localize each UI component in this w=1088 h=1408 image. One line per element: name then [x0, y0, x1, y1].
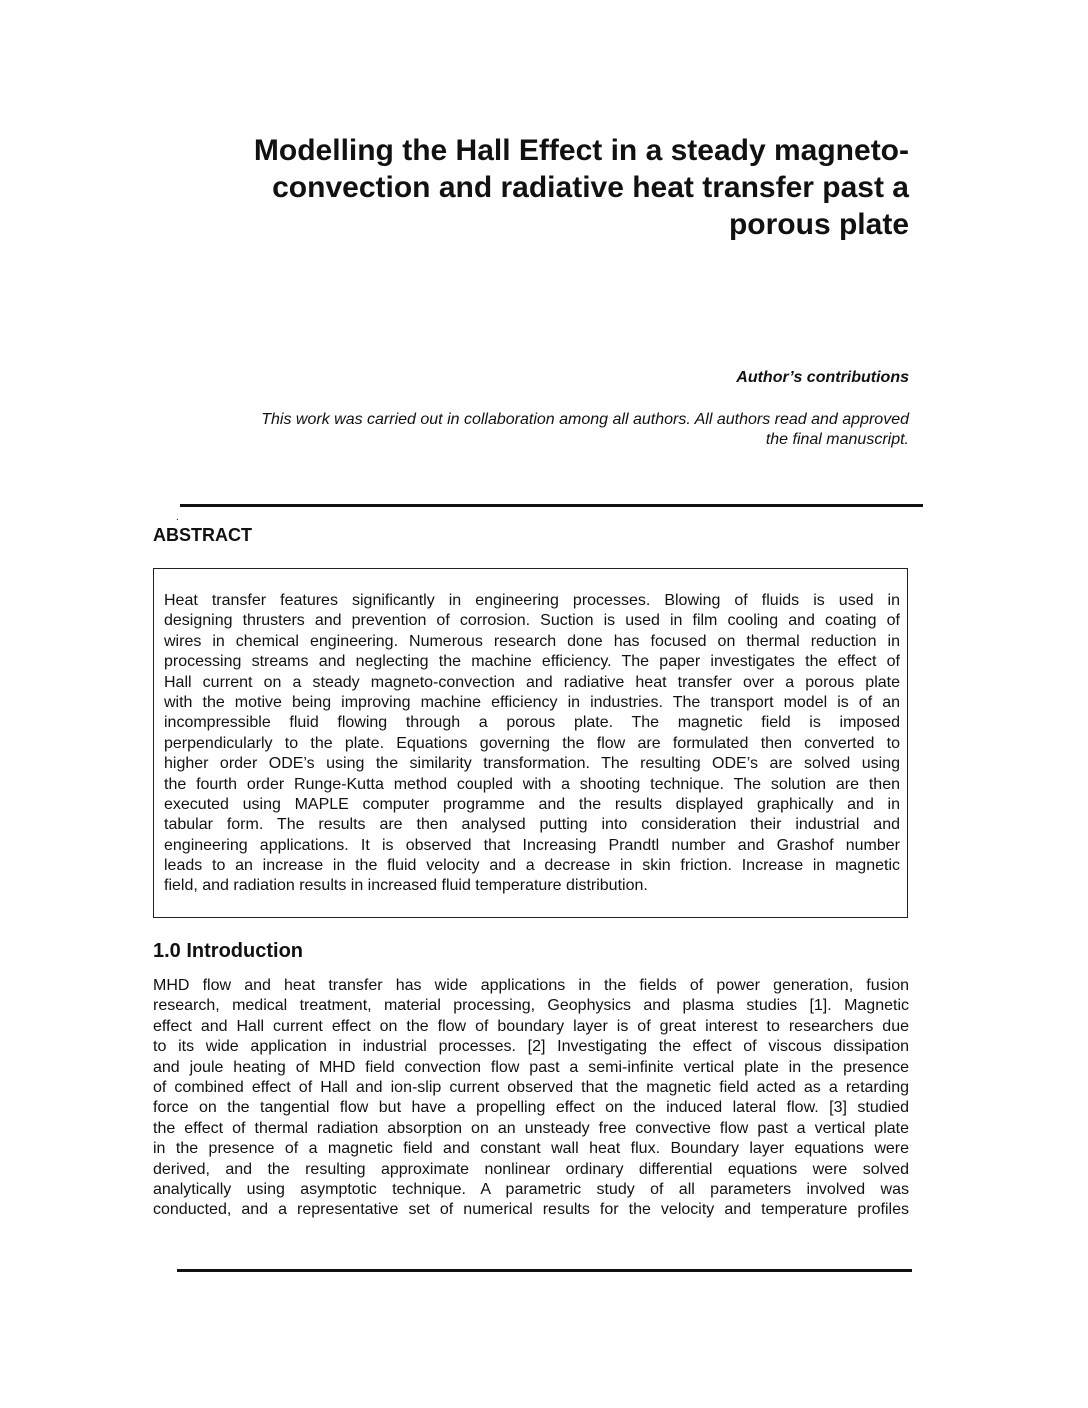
text-line: and joule heating of MHD field convection flow past a semi-infinite vertical plate in the presence — [153, 1058, 909, 1076]
text-line: force on the tangential flow but have a propelling effect on the induced lateral flow. [3] studied — [153, 1099, 909, 1117]
text-line: processing streams and neglecting the machine efficiency. The paper investigates the effect of — [164, 653, 900, 671]
text-line: the effect of thermal radiation absorption on an unsteady free convective flow past a vertical plate — [153, 1119, 909, 1137]
top-divider — [180, 504, 923, 507]
introduction-text — [153, 976, 909, 1221]
contributions-text — [149, 410, 909, 450]
text-line: wires in chemical engineering. Numerous research done has focused on thermal reduction in — [164, 632, 900, 650]
abstract-box — [153, 568, 908, 918]
text-line: perpendicularly to the plate. Equations governing the flow are formulated then converted to — [164, 734, 900, 752]
text-line: of combined effect of Hall and ion-slip current observed that the magnetic field acted as a retarding — [153, 1078, 909, 1096]
contributions-line: the final manuscript. — [765, 431, 909, 448]
stray-dot: . — [176, 512, 179, 523]
text-line: field, and radiation results in increased fluid temperature distribution. — [164, 877, 648, 895]
text-line: Heat transfer features significantly in engineering processes. Blowing of fluids is used in — [164, 592, 900, 609]
contributions-heading: Author’s contributions — [736, 369, 909, 386]
text-line: analytically using asymptotic technique. A parametric study of all parameters involved was — [153, 1180, 909, 1198]
text-line: to its wide application in industrial processes. [2] Investigating the effect of viscous dissipation — [153, 1038, 909, 1056]
paper-title — [149, 132, 909, 243]
text-line: tabular form. The results are then analysed putting into consideration their industrial and — [164, 816, 900, 834]
bottom-divider — [177, 1269, 912, 1272]
abstract-heading: ABSTRACT — [153, 525, 252, 545]
title-line: convection and radiative heat transfer past a — [272, 171, 909, 204]
text-line: Hall current on a steady magneto-convection and radiative heat transfer over a porous plate — [164, 673, 900, 691]
text-line: in the presence of a magnetic field and constant wall heat flux. Boundary layer equations were — [153, 1140, 909, 1158]
contributions-line: This work was carried out in collaboration among all authors. All authors read and approved — [261, 411, 909, 428]
text-line: derived, and the resulting approximate nonlinear ordinary differential equations were solved — [153, 1160, 909, 1178]
text-line: executed using MAPLE computer programme and the results displayed graphically and in — [164, 795, 900, 813]
introduction-heading: 1.0 Introduction — [153, 940, 303, 962]
text-line: incompressible fluid flowing through a porous plate. The magnetic field is imposed — [164, 714, 900, 732]
text-line: MHD flow and heat transfer has wide applications in the fields of power generation, fusion — [153, 977, 909, 994]
text-line: conducted, and a representative set of numerical results for the velocity and temperature profiles — [153, 1201, 909, 1219]
text-line: research, medical treatment, material processing, Geophysics and plasma studies [1]. Magnetic — [153, 997, 909, 1015]
title-line: porous plate — [728, 208, 909, 241]
title-line: Modelling the Hall Effect in a steady magneto- — [253, 134, 909, 167]
text-line: with the motive being improving machine efficiency in industries. The transport model is of an — [164, 693, 900, 711]
text-line: the fourth order Runge-Kutta method coupled with a shooting technique. The solution are then — [164, 775, 900, 793]
abstract-text — [164, 591, 900, 897]
text-line: designing thrusters and prevention of corrosion. Suction is used in film cooling and coating of — [164, 612, 900, 630]
text-line: higher order ODE’s using the similarity transformation. The resulting ODE’s are solved using — [164, 755, 900, 773]
text-line: effect and Hall current effect on the flow of boundary layer is of great interest to researchers due — [153, 1017, 909, 1035]
text-line: engineering applications. It is observed that Increasing Prandtl number and Grashof number — [164, 836, 900, 854]
text-line: leads to an increase in the fluid velocity and a decrease in skin friction. Increase in magnetic — [164, 857, 900, 875]
